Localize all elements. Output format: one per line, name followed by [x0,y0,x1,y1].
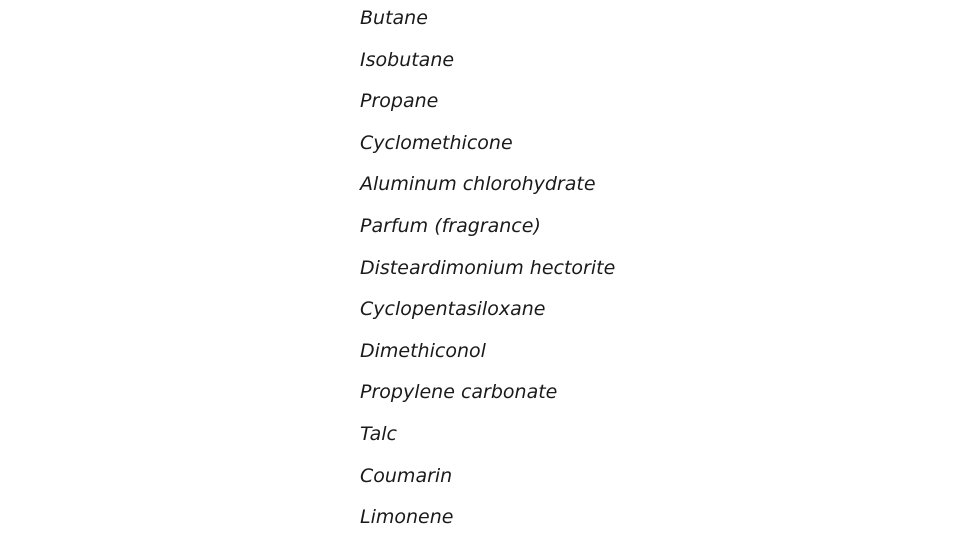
ingredient-item: Disteardimonium hectorite [360,256,616,279]
ingredient-item: Limonene [360,506,454,529]
ingredient-item: Cyclomethicone [360,131,513,154]
ingredient-item: Dimethiconol [360,339,486,362]
ingredient-item: Isobutane [360,48,455,71]
ingredient-item: Aluminum chlorohydrate [360,173,596,196]
ingredient-item: Propane [360,90,439,113]
ingredient-list [360,0,615,540]
ingredient-item: Coumarin [360,464,453,487]
ingredient-item: Propylene carbonate [360,381,558,404]
ingredient-item: Parfum (fragrance) [360,214,541,237]
ingredient-item: Cyclopentasiloxane [360,298,546,321]
ingredient-item: Butane [360,7,428,29]
ingredient-item: Talc [360,422,397,445]
